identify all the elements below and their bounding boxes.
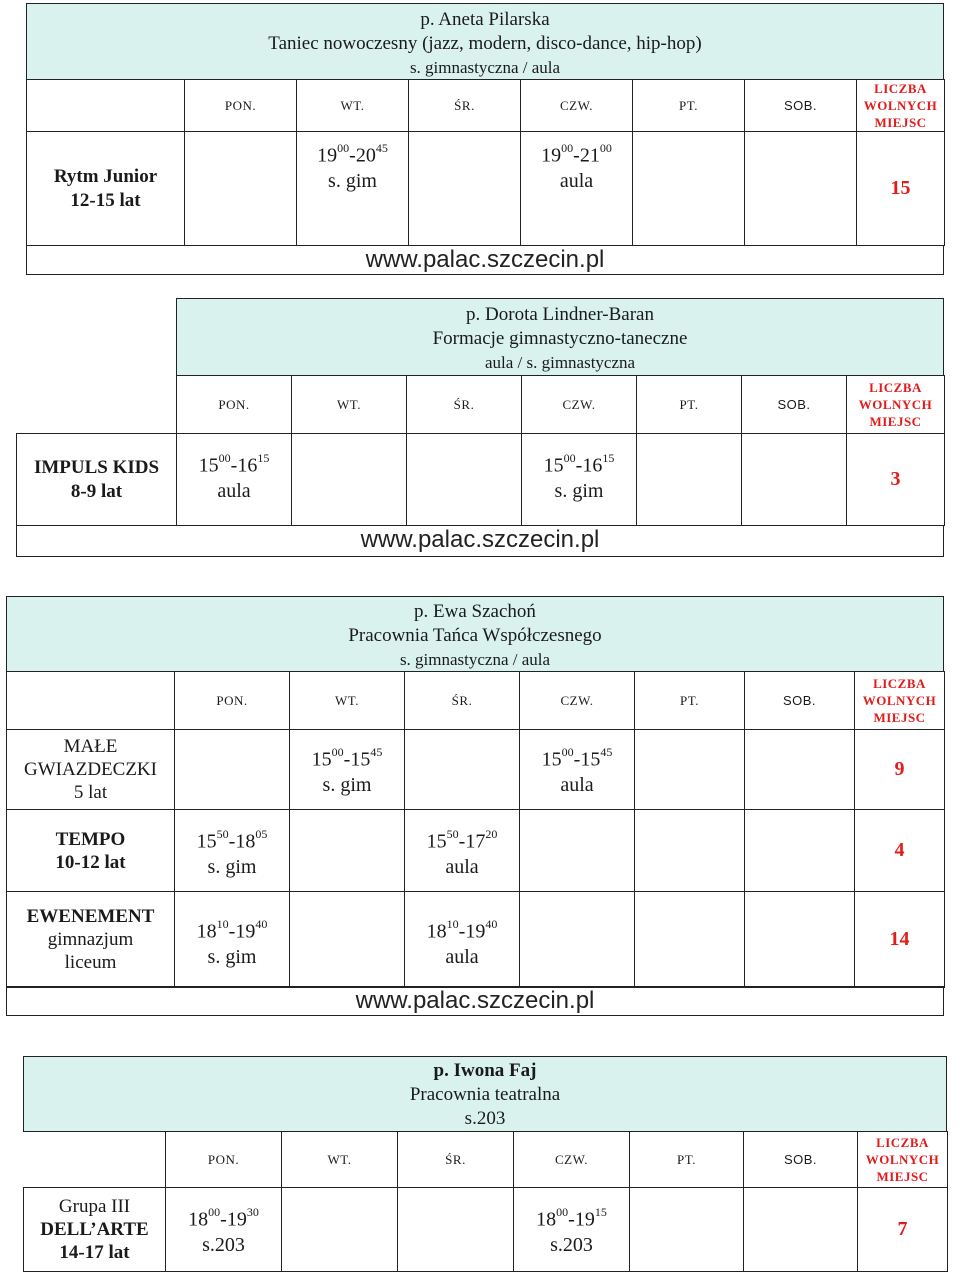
slot-empty <box>409 132 521 246</box>
day-tue: WT. <box>292 376 407 434</box>
slot-empty <box>635 810 745 892</box>
group-name: Rytm Junior 12-15 lat <box>27 132 185 246</box>
slot-empty <box>398 1188 514 1272</box>
block1-table <box>26 79 945 246</box>
time-slot: $19^{00}-21^{00}$ aula <box>521 132 633 246</box>
group-name: EWENEMENT gimnazjum liceum <box>7 892 175 988</box>
teacher-name: p. Dorota Lindner-Baran <box>466 304 654 325</box>
day-thu: CZW. <box>514 1132 630 1188</box>
day-thu: CZW. <box>522 376 637 434</box>
time-slot: $15^{00}-15^{45}$ aula <box>520 730 635 810</box>
slot-empty <box>744 1188 858 1272</box>
room-label: s. gimnastyczna / aula <box>409 58 561 77</box>
day-fri: PT. <box>633 80 745 132</box>
time-slot: $15^{00}-16^{15}$ s. gim <box>522 434 637 526</box>
room-label: aula / s. gimnastyczna <box>484 353 636 372</box>
slot-empty <box>745 730 855 810</box>
block4-header <box>23 1056 947 1132</box>
slot-empty <box>282 1188 398 1272</box>
slot-empty <box>742 434 847 526</box>
block4-table <box>23 1131 948 1272</box>
time-slot: $18^{00}-19^{15}$ s.203 <box>514 1188 630 1272</box>
time-slot: $15^{50}-17^{20}$ aula <box>405 810 520 892</box>
slot-empty <box>745 132 857 246</box>
day-sat: SOB. <box>745 672 855 730</box>
free-places-header: LICZBA WOLNYCH MIEJSC <box>857 80 945 132</box>
free-places-header: LICZBA WOLNYCH MIEJSC <box>847 376 945 434</box>
time-slot: $15^{00}-15^{45}$ s. gim <box>290 730 405 810</box>
day-mon: PON. <box>175 672 290 730</box>
slot-empty <box>637 434 742 526</box>
group-name: Grupa III DELL’ARTE 14-17 lat <box>24 1188 166 1272</box>
slot-empty <box>290 810 405 892</box>
time-slot: $19^{00}-20^{45}$ s. gim <box>297 132 409 246</box>
day-wed: ŚR. <box>409 80 521 132</box>
day-sat: SOB. <box>745 80 857 132</box>
corner-cell <box>24 1132 166 1188</box>
group-name: MAŁE GWIAZDECZKI 5 lat <box>7 730 175 810</box>
day-mon: PON. <box>185 80 297 132</box>
subject-title: Pracownia Tańca Współczesnego <box>348 625 602 646</box>
slot-empty <box>405 730 520 810</box>
free-places-count: 7 <box>858 1188 948 1272</box>
day-wed: ŚR. <box>405 672 520 730</box>
website-link[interactable]: www.palac.szczecin.pl <box>6 986 944 1016</box>
day-wed: ŚR. <box>407 376 522 434</box>
time-slot: $15^{00}-16^{15}$ aula <box>177 434 292 526</box>
slot-empty <box>290 892 405 988</box>
slot-empty <box>633 132 745 246</box>
day-tue: WT. <box>290 672 405 730</box>
day-tue: WT. <box>297 80 409 132</box>
day-fri: PT. <box>637 376 742 434</box>
time-slot: $18^{10}-19^{40}$ aula <box>405 892 520 988</box>
group-name: TEMPO 10-12 lat <box>7 810 175 892</box>
free-places-header: LICZBA WOLNYCH MIEJSC <box>858 1132 948 1188</box>
day-sat: SOB. <box>742 376 847 434</box>
slot-empty <box>175 730 290 810</box>
day-sat: SOB. <box>744 1132 858 1188</box>
day-thu: CZW. <box>521 80 633 132</box>
slot-empty <box>630 1188 744 1272</box>
slot-empty <box>520 892 635 988</box>
free-places-count: 3 <box>847 434 945 526</box>
room-label: s.203 <box>464 1108 506 1129</box>
website-link[interactable]: www.palac.szczecin.pl <box>16 525 944 557</box>
slot-empty <box>745 810 855 892</box>
day-mon: PON. <box>177 376 292 434</box>
slot-empty <box>520 810 635 892</box>
free-places-count: 4 <box>855 810 945 892</box>
day-fri: PT. <box>635 672 745 730</box>
slot-empty <box>635 892 745 988</box>
time-slot: $18^{10}-19^{40}$ s. gim <box>175 892 290 988</box>
time-slot: $15^{50}-18^{05}$ s. gim <box>175 810 290 892</box>
slot-empty <box>292 434 407 526</box>
teacher-name: p. Iwona Faj <box>433 1060 537 1081</box>
day-thu: CZW. <box>520 672 635 730</box>
slot-empty <box>635 730 745 810</box>
teacher-name: p. Aneta Pilarska <box>420 9 550 30</box>
block1-header <box>26 3 944 80</box>
subject-title: Pracownia teatralna <box>409 1084 561 1105</box>
time-slot: $18^{00}-19^{30}$ s.203 <box>166 1188 282 1272</box>
subject-title: Taniec nowoczesny (jazz, modern, disco-dance, hip-hop) <box>268 33 702 54</box>
room-label: s. gimnastyczna / aula <box>399 650 551 669</box>
block2-header <box>176 298 944 376</box>
slot-empty <box>745 892 855 988</box>
corner-cell <box>7 672 175 730</box>
day-wed: ŚR. <box>398 1132 514 1188</box>
teacher-name: p. Ewa Szachoń <box>414 601 536 622</box>
free-places-header: LICZBA WOLNYCH MIEJSC <box>855 672 945 730</box>
slot-empty <box>407 434 522 526</box>
free-places-count: 15 <box>857 132 945 246</box>
group-name: IMPULS KIDS 8-9 lat <box>17 434 177 526</box>
corner-cell <box>17 376 177 434</box>
block2-table <box>16 375 945 526</box>
block3-header <box>6 596 944 672</box>
free-places-count: 14 <box>855 892 945 988</box>
free-places-count: 9 <box>855 730 945 810</box>
slot-empty <box>185 132 297 246</box>
day-fri: PT. <box>630 1132 744 1188</box>
subject-title: Formacje gimnastyczno-taneczne <box>432 328 688 349</box>
corner-cell <box>27 80 185 132</box>
website-link[interactable]: www.palac.szczecin.pl <box>26 245 944 275</box>
day-mon: PON. <box>166 1132 282 1188</box>
day-tue: WT. <box>282 1132 398 1188</box>
block3-table <box>6 671 945 988</box>
